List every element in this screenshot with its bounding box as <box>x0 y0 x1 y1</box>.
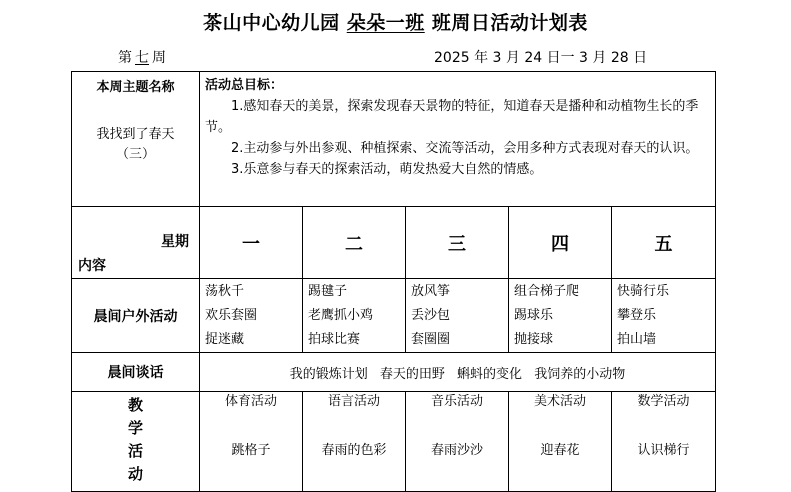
teaching-category: 体育活动 <box>224 394 277 409</box>
weekday-label: 星期 <box>161 234 189 250</box>
teaching-day-wed <box>406 392 509 492</box>
title-suffix: 班周日活动计划表 <box>431 12 588 34</box>
day-header-tue: 二 <box>303 207 406 279</box>
teaching-label-char: 教 <box>127 396 143 414</box>
activity-item: 抛接球 <box>514 332 554 347</box>
activity-item: 荡秋千 <box>205 284 245 299</box>
activity-item: 踢球乐 <box>514 308 554 323</box>
activity-item: 拍球比赛 <box>308 332 361 347</box>
theme-cell <box>72 72 200 207</box>
activity-item: 攀登乐 <box>617 308 657 323</box>
day-header-wed: 三 <box>406 207 509 279</box>
week-suffix: 周 <box>152 50 166 66</box>
week-prefix: 第 <box>118 50 132 66</box>
teaching-category: 美术活动 <box>533 394 586 409</box>
class-name: 朵朵一班 <box>346 12 425 34</box>
teaching-activity: 迎春花 <box>540 443 580 458</box>
plan-table <box>71 71 716 492</box>
goal-item: 1.感知春天的美景，探索发现春天景物的特征，知道春天是播种和动植物生长的季节。 <box>205 99 699 135</box>
goals-cell <box>200 72 716 207</box>
teaching-category: 数学活动 <box>637 394 690 409</box>
activity-item: 欢乐套圈 <box>205 308 258 323</box>
week-label <box>118 47 166 67</box>
teaching-activity: 春雨沙沙 <box>430 443 483 458</box>
teaching-activity: 春雨的色彩 <box>321 443 387 458</box>
outdoor-day-tue <box>303 279 406 353</box>
activity-item: 放风筝 <box>411 284 451 299</box>
activity-item: 拍山墙 <box>617 332 657 347</box>
outdoor-day-fri <box>612 279 716 353</box>
teaching-activity: 跳格子 <box>231 443 271 458</box>
teaching-label-char: 学 <box>127 419 143 437</box>
talk-text: 我的锻炼计划 春天的田野 蝌蚪的变化 我饲养的小动物 <box>200 353 716 392</box>
goals-title: 活动总目标： <box>205 78 284 93</box>
teaching-day-tue <box>303 392 406 492</box>
theme-label: 本周主题名称 <box>96 80 175 95</box>
outdoor-day-mon <box>200 279 303 353</box>
week-number: 七 <box>135 50 149 66</box>
day-header-mon: 一 <box>200 207 303 279</box>
teaching-label <box>72 392 200 492</box>
date-range: 2025 年 3 月 24 日一 3 月 28 日 <box>434 50 648 66</box>
day-header-thu: 四 <box>509 207 612 279</box>
activity-item: 套圈圈 <box>411 332 451 347</box>
talk-label: 晨间谈话 <box>72 353 200 392</box>
theme-row <box>72 72 716 207</box>
title-prefix: 茶山中心幼儿园 <box>203 12 340 34</box>
weekday-content-header <box>72 207 200 279</box>
outdoor-row <box>72 279 716 353</box>
goal-item: 2.主动参与外出参观、种植探索、交流等活动，会用多种方式表现对春天的认识。 <box>231 141 699 156</box>
teaching-day-thu <box>509 392 612 492</box>
theme-value: 我找到了春天 （三） <box>96 127 175 162</box>
teaching-category: 音乐活动 <box>430 394 483 409</box>
activity-item: 踢毽子 <box>308 284 348 299</box>
goal-item: 3.乐意参与春天的探索活动，萌发热爱大自然的情感。 <box>231 162 543 177</box>
activity-item: 捉迷藏 <box>205 332 245 347</box>
activity-item: 快骑行乐 <box>617 284 670 299</box>
outdoor-day-wed <box>406 279 509 353</box>
outdoor-day-thu <box>509 279 612 353</box>
teaching-row <box>72 392 716 492</box>
activity-item: 组合梯子爬 <box>514 284 580 299</box>
activity-item: 丢沙包 <box>411 308 451 323</box>
outdoor-label: 晨间户外活动 <box>72 279 200 353</box>
page-title <box>0 8 791 35</box>
activity-item: 老鹰抓小鸡 <box>308 308 374 323</box>
teaching-day-mon <box>200 392 303 492</box>
teaching-day-fri <box>612 392 716 492</box>
day-header-fri: 五 <box>612 207 716 279</box>
talk-row <box>72 353 716 392</box>
content-label: 内容 <box>78 258 106 274</box>
teaching-label-char: 活 <box>127 442 143 460</box>
teaching-activity: 认识梯行 <box>637 443 690 458</box>
teaching-category: 语言活动 <box>327 394 380 409</box>
teaching-label-char: 动 <box>127 465 143 483</box>
weekday-header-row <box>72 207 716 279</box>
